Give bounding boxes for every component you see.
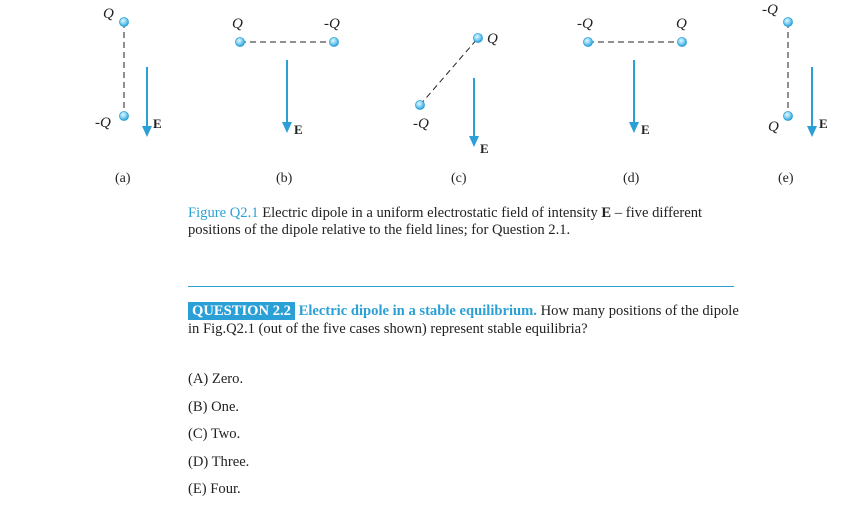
charge-label-pos: Q bbox=[487, 31, 498, 47]
question-text: How many positions of the dipole in Fig.Q2.1 (out of the five cases shown) represent stable equilibria? bbox=[188, 303, 739, 337]
panel-d bbox=[577, 16, 687, 186]
panel-b bbox=[232, 16, 340, 186]
charge-label-neg: -Q bbox=[324, 16, 340, 32]
question-badge: QUESTION 2.2 bbox=[188, 302, 295, 320]
field-label: E bbox=[153, 116, 162, 131]
panel-label-e: (e) bbox=[778, 171, 794, 186]
caption-text-after: – five different positions of the dipole relative to the field lines; for Question 2.1. bbox=[188, 205, 703, 238]
charge-label-neg: -Q bbox=[577, 16, 593, 32]
section-divider bbox=[188, 286, 734, 287]
charge-label-pos: Q bbox=[103, 6, 114, 22]
field-arrow-icon bbox=[629, 122, 639, 133]
negative-charge bbox=[416, 101, 425, 110]
figure-caption bbox=[188, 205, 748, 239]
positive-charge bbox=[678, 38, 687, 47]
caption-field-symbol: E bbox=[601, 205, 612, 221]
answer-options bbox=[188, 370, 249, 508]
panel-label-a: (a) bbox=[115, 171, 131, 186]
option-a: (A) Zero. bbox=[188, 371, 244, 387]
panel-e bbox=[762, 2, 828, 186]
field-label: E bbox=[294, 122, 303, 137]
panel-c bbox=[413, 31, 498, 186]
question-block bbox=[188, 302, 744, 338]
panel-label-d: (d) bbox=[623, 171, 640, 186]
field-arrow-icon bbox=[142, 126, 152, 137]
charge-label-neg: -Q bbox=[413, 116, 429, 132]
charge-label-pos: Q bbox=[232, 16, 243, 32]
negative-charge bbox=[330, 38, 339, 47]
option-d: (D) Three. bbox=[188, 453, 250, 470]
charge-label-pos: Q bbox=[768, 119, 779, 135]
positive-charge bbox=[474, 34, 483, 43]
negative-charge bbox=[784, 18, 793, 27]
charge-label-neg: -Q bbox=[762, 2, 778, 18]
panel-label-b: (b) bbox=[276, 171, 293, 186]
negative-charge bbox=[120, 112, 129, 121]
field-arrow-icon bbox=[469, 136, 479, 147]
field-arrow-icon bbox=[282, 122, 292, 133]
field-label: E bbox=[641, 122, 650, 137]
charge-label-neg: -Q bbox=[95, 115, 111, 131]
dipole-axis bbox=[420, 38, 478, 105]
field-label: E bbox=[819, 116, 828, 131]
caption-label: Figure Q2.1 bbox=[188, 205, 259, 221]
caption-text-before: Electric dipole in a uniform electrostatic field of intensity bbox=[262, 205, 598, 221]
option-b: (B) One. bbox=[188, 398, 240, 415]
option-e: (E) Four. bbox=[188, 481, 241, 498]
field-label: E bbox=[480, 141, 489, 156]
negative-charge bbox=[584, 38, 593, 47]
positive-charge bbox=[236, 38, 245, 47]
panel-a bbox=[95, 6, 162, 186]
positive-charge bbox=[120, 18, 129, 27]
positive-charge bbox=[784, 112, 793, 121]
question-title: Electric dipole in a stable equilibrium. bbox=[298, 303, 537, 319]
dipole-figure bbox=[0, 0, 865, 200]
option-c: (C) Two. bbox=[188, 426, 241, 443]
charge-label-pos: Q bbox=[676, 16, 687, 32]
panel-label-c: (c) bbox=[451, 171, 467, 186]
field-arrow-icon bbox=[807, 126, 817, 137]
